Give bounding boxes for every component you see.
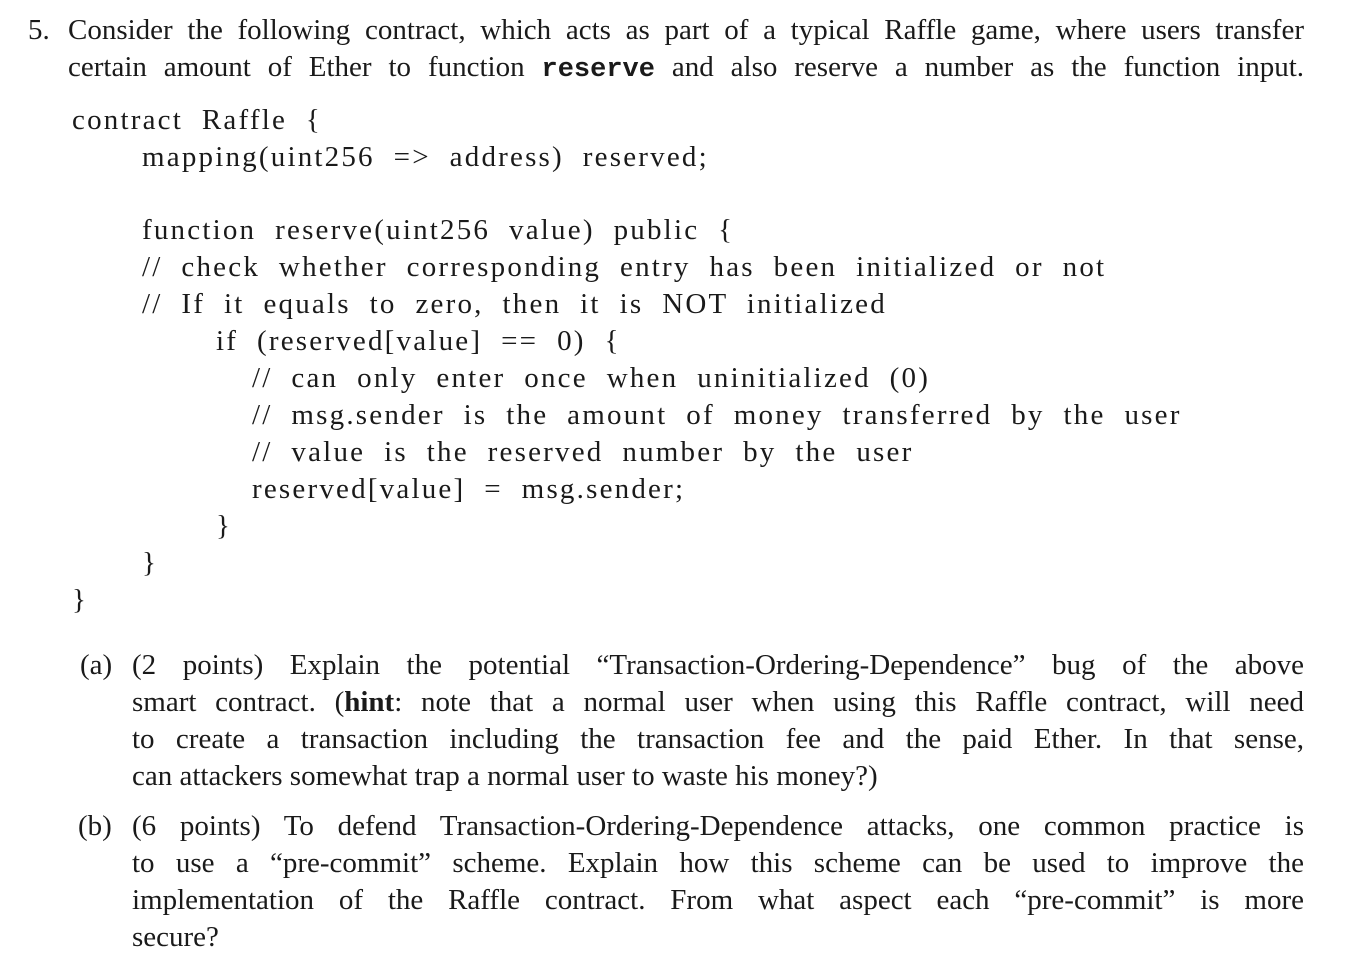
part-a-label: (a) (80, 649, 113, 681)
part-b-line2: to use a “pre-commit” scheme. Explain how this scheme can be used to improve the (132, 847, 1304, 879)
question-intro-line1: Consider the following contract, which acts as part of a typical Raffle game, where users transfer (68, 14, 1304, 46)
hint-label: hint (344, 686, 395, 718)
code-line: } (72, 584, 89, 616)
code-line: contract Raffle { (72, 104, 323, 136)
reserve-keyword: reserve (541, 55, 655, 85)
part-a-line4: can attackers somewhat trap a normal user to waste his money?) (132, 760, 878, 792)
code-line: } (216, 510, 233, 542)
part-b-label: (b) (78, 810, 112, 842)
part-b-line4: secure? (132, 921, 219, 953)
code-line: function reserve(uint256 value) public { (142, 214, 735, 246)
part-b-line1: (6 points) To defend Transaction-Ordering-Dependence attacks, one common practice is (132, 810, 1304, 842)
code-line: // can only enter once when uninitialized (0) (252, 362, 931, 394)
part-b-line3: implementation of the Raffle contract. From what aspect each “pre-commit” is more (132, 884, 1304, 916)
code-line: // value is the reserved number by the user (252, 436, 914, 468)
code-line: mapping(uint256 => address) reserved; (142, 141, 709, 173)
code-line: // If it equals to zero, then it is NOT initialized (142, 288, 887, 320)
code-line: // msg.sender is the amount of money transferred by the user (252, 399, 1182, 431)
code-line: // check whether corresponding entry has been initialized or not (142, 251, 1107, 283)
part-a-text: smart contract. ( (132, 686, 345, 718)
part-a-line1: (2 points) Explain the potential “Transaction-Ordering-Dependence” bug of the above (132, 649, 1304, 681)
question-intro-line2 (68, 49, 1304, 88)
code-line: if (reserved[value] == 0) { (216, 325, 621, 357)
code-line: reserved[value] = msg.sender; (252, 473, 686, 505)
part-a-line3: to create a transaction including the transaction fee and the paid Ether. In that sense, (132, 723, 1304, 755)
intro-text-after: and also reserve a number as the function input. (671, 51, 1305, 83)
intro-text-before: certain amount of Ether to function (68, 51, 525, 83)
code-line: } (142, 547, 159, 579)
part-a-line2 (132, 684, 1304, 720)
part-a-text: : note that a normal user when using this Raffle contract, will need (394, 686, 1304, 718)
question-number: 5. (28, 14, 50, 46)
